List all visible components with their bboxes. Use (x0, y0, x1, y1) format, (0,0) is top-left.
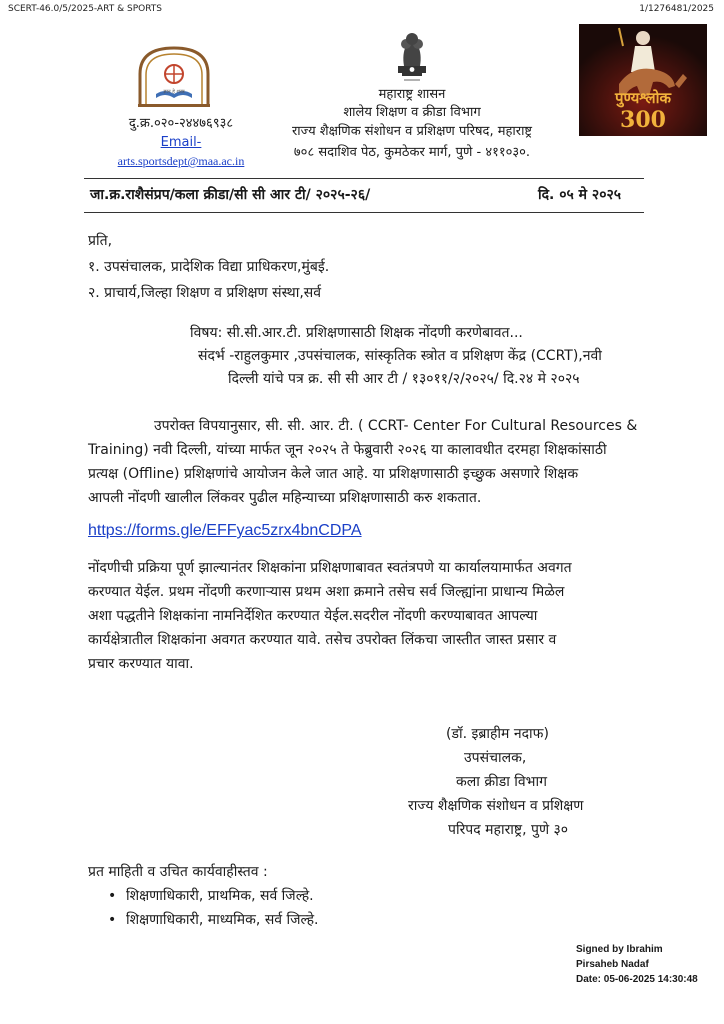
signatory-block (408, 722, 583, 842)
commemorative-image (579, 24, 707, 136)
body-line: नोंदणीची प्रक्रिया पूर्ण झाल्यानंतर शिक्षकांना प्रशिक्षणाबावत स्वतंत्रपणे या कार्यालयामार्फत अवगत (88, 560, 572, 576)
copy-to-label: प्रत माहिती व उचित कार्यवाहीस्तव : (88, 864, 268, 880)
copy-to-item: • शिक्षणाधिकारी, माध्यमिक, सर्व जिल्हे. (98, 908, 318, 932)
department-name: शालेय शिक्षण व क्रीडा विभाग (343, 105, 481, 120)
copy-to-item: • शिक्षणाधिकारी, प्राथमिक, सर्व जिल्हे. (98, 884, 318, 908)
file-code: SCERT-46.0/5/2025-ART & SPORTS (8, 4, 163, 14)
registration-form-link[interactable]: https://forms.gle/EFFyac5zrx4bnCDPA (88, 522, 362, 539)
letterhead (262, 86, 562, 164)
contact-block (96, 114, 266, 171)
letter-date: दि. ०५ मे २०२५ (538, 187, 622, 203)
email-label[interactable]: Email- (160, 135, 202, 150)
govt-name: महाराष्ट्र शासन (378, 87, 446, 102)
body-line: कार्यक्षेत्रातील शिक्षकांना अवगत करण्यात यावे. तसेच उपरोक्त लिंकचा जास्तीत जास्त प्रसार व (88, 632, 557, 648)
divider-top (84, 178, 644, 179)
copy-to-block (88, 860, 318, 932)
body-paragraph-1 (88, 414, 668, 510)
body-line: आपली नोंदणी खालील लिंकवर पुढील महिन्याच्या प्रशिक्षणासाठी करु शकतात. (88, 490, 482, 506)
body-line: अशा पद्धतीने शिक्षकांना नामनिर्देशित करण्यात येईल.सदरील नोंदणी करण्याबावत आपल्या (88, 608, 538, 624)
anniversary-number: 300 (620, 107, 666, 133)
national-emblem (392, 26, 432, 84)
reference-line-2: दिल्ली यांचे पत्र क्र. सी सी आर टी / १३०११/२/२०२५/ दि.२४ मे २०२५ (228, 371, 580, 387)
signatory-designation: उपसंचालक, (464, 750, 527, 766)
recipient-item: १. उपसंचालक, प्रादेशिक विद्या प्राधिकरण,मुंबई. (88, 259, 330, 275)
divider-bottom (84, 212, 644, 213)
logo-motto: ज्ञान हे शस्त्र (163, 89, 185, 95)
subject-block (190, 322, 602, 391)
banner-text: पुण्यश्लोक (614, 89, 672, 107)
subject-line: विषय: सी.सी.आर.टी. प्रशिक्षणासाठी शिक्षक नोंदणी करणेबावत... (190, 325, 523, 341)
signatory-department: कला क्रीडा विभाग (456, 774, 548, 790)
body-paragraph-2 (88, 556, 668, 676)
document-id: 1/1276481/2025 (639, 4, 714, 14)
phone-number: दु.क्र.०२०-२४४७६९३८ (128, 116, 234, 131)
office-address: ७०८ सदाशिव पेठ, कुमठेकर मार्ग, पुणे - ४११०३०. (293, 145, 531, 160)
body-line: उपरोक्त विपयानुसार, सी. सी. आर. टी. ( CCRT- Center For Cultural Resources & (154, 418, 638, 434)
reference-number: जा.क्र.राशैसंप्रप/कला क्रीडा/सी सी आर टी/ २०२५-२६/ (90, 187, 371, 203)
body-line: प्रत्यक्ष (Offline) प्रशिक्षणांचे आयोजन केले जात आहे. या प्रशिक्षणासाठी इच्छुक असणारे शिक्षक (88, 466, 579, 482)
body-line: करण्यात येईल. प्रथम नोंदणी करणाऱ्यास प्रथम अशा क्रमाने तसेच सर्व जिल्ह्यांना प्राधान्य मिळेल (88, 584, 565, 600)
scert-logo (134, 44, 214, 110)
email-link[interactable]: arts.sportsdept@maa.ac.in (117, 154, 245, 168)
reference-line-1: संदर्भ -राहुलकुमार ,उपसंचालक, सांस्कृतिक स्त्रोत व प्रशिक्षण केंद्र (CCRT),नवी (198, 348, 602, 364)
council-name: राज्य शैक्षणिक संशोधन व प्रशिक्षण परिषद, महाराष्ट्र (291, 124, 533, 139)
signatory-name: (डॉ. इब्राहीम नदाफ) (446, 726, 549, 742)
recipients-label: प्रति, (88, 233, 113, 249)
signatory-org-line-1: राज्य शैक्षणिक संशोधन व प्रशिक्षण (408, 798, 584, 814)
signature-line-3: Date: 05-06-2025 14:30:48 (576, 974, 698, 985)
signature-line-1: Signed by Ibrahim (576, 944, 663, 955)
recipients (88, 228, 329, 306)
recipient-item: २. प्राचार्य,जिल्हा शिक्षण व प्रशिक्षण संस्था,सर्व (88, 285, 322, 301)
digital-signature (576, 942, 698, 987)
signature-line-2: Pirsaheb Nadaf (576, 959, 649, 970)
body-line: Training) नवी दिल्ली, यांच्या मार्फत जून २०२५ ते फेब्रुवारी २०२६ या कालावधीत दरमहा शिक्षकांसाठी (88, 442, 607, 458)
signatory-org-line-2: परिपद महाराष्ट्र, पुणे ३० (448, 822, 569, 838)
body-line: प्रचार करण्यात यावा. (88, 656, 194, 672)
